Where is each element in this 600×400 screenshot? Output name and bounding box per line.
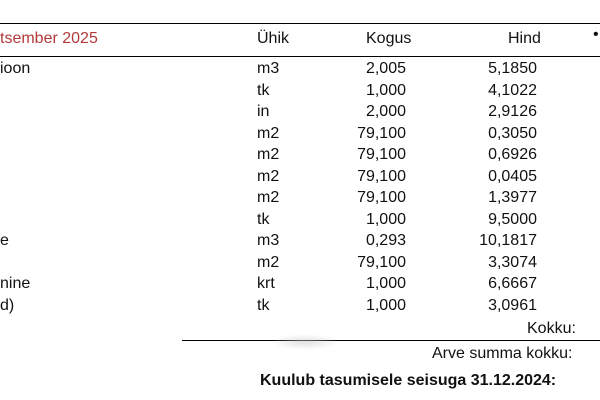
watermark-smudge (270, 334, 340, 350)
item-quantity: 79,100 (357, 124, 406, 142)
item-unit: m2 (257, 253, 280, 271)
total-rule (182, 340, 600, 341)
table-row (0, 125, 600, 147)
document-period-title: tsember 2025 (0, 30, 98, 47)
header-rule (0, 56, 600, 57)
item-price: 0,3050 (488, 124, 537, 142)
column-header-price: Hind (508, 30, 541, 47)
item-unit: m2 (257, 167, 280, 185)
item-price: 2,9126 (488, 103, 537, 120)
item-quantity: 0,293 (365, 232, 406, 249)
item-quantity: 79,100 (357, 253, 406, 271)
table-row (0, 146, 600, 168)
item-description: ioon (0, 60, 31, 77)
item-unit: tk (257, 81, 270, 99)
item-unit: m3 (257, 232, 280, 249)
item-price: 0,6926 (488, 146, 537, 163)
item-price: 4,1022 (488, 81, 537, 99)
item-price: 0,0405 (488, 167, 537, 185)
item-unit: m2 (257, 146, 280, 163)
table-row (0, 103, 600, 125)
item-price: 6,6667 (488, 275, 537, 292)
item-quantity: 2,000 (365, 103, 406, 120)
item-quantity: 1,000 (365, 210, 406, 228)
table-row (0, 254, 600, 276)
table-row (0, 211, 600, 233)
item-unit: in (257, 103, 270, 120)
table-row (0, 60, 600, 82)
item-price: 3,3074 (488, 253, 537, 271)
table-row (0, 232, 600, 254)
table-row (0, 297, 600, 319)
item-unit: m3 (257, 60, 280, 77)
item-unit: m2 (257, 189, 280, 206)
item-price: 5,1850 (488, 60, 537, 77)
item-unit: krt (257, 275, 275, 292)
item-description: nine (0, 275, 31, 292)
column-header-edge-mark: • (593, 26, 599, 43)
item-description: d) (0, 296, 15, 314)
table-row (0, 168, 600, 190)
item-price: 3,0961 (488, 296, 537, 314)
item-description: e (0, 232, 9, 249)
item-unit: tk (257, 210, 270, 228)
item-unit: tk (257, 296, 270, 314)
item-quantity: 1,000 (365, 81, 406, 99)
column-header-unit: Ühik (257, 30, 290, 47)
table-row (0, 82, 600, 104)
item-quantity: 79,100 (357, 167, 406, 185)
item-quantity: 2,005 (365, 60, 406, 77)
table-row (0, 189, 600, 211)
item-price: 9,5000 (488, 210, 537, 228)
item-price: 1,3977 (488, 189, 537, 206)
due-amount-label: Kuulub tasumisele seisuga 31.12.2024: (260, 372, 557, 389)
item-quantity: 79,100 (357, 189, 406, 206)
item-quantity: 1,000 (365, 296, 406, 314)
item-price: 10,1817 (479, 232, 537, 249)
top-rule (0, 23, 600, 24)
total-label: Kokku: (527, 320, 576, 337)
item-quantity: 1,000 (365, 275, 406, 292)
column-header-quantity: Kogus (366, 30, 412, 47)
table-row (0, 275, 600, 297)
invoice-total-label: Arve summa kokku: (432, 345, 573, 362)
item-unit: m2 (257, 124, 280, 142)
item-quantity: 79,100 (357, 146, 406, 163)
